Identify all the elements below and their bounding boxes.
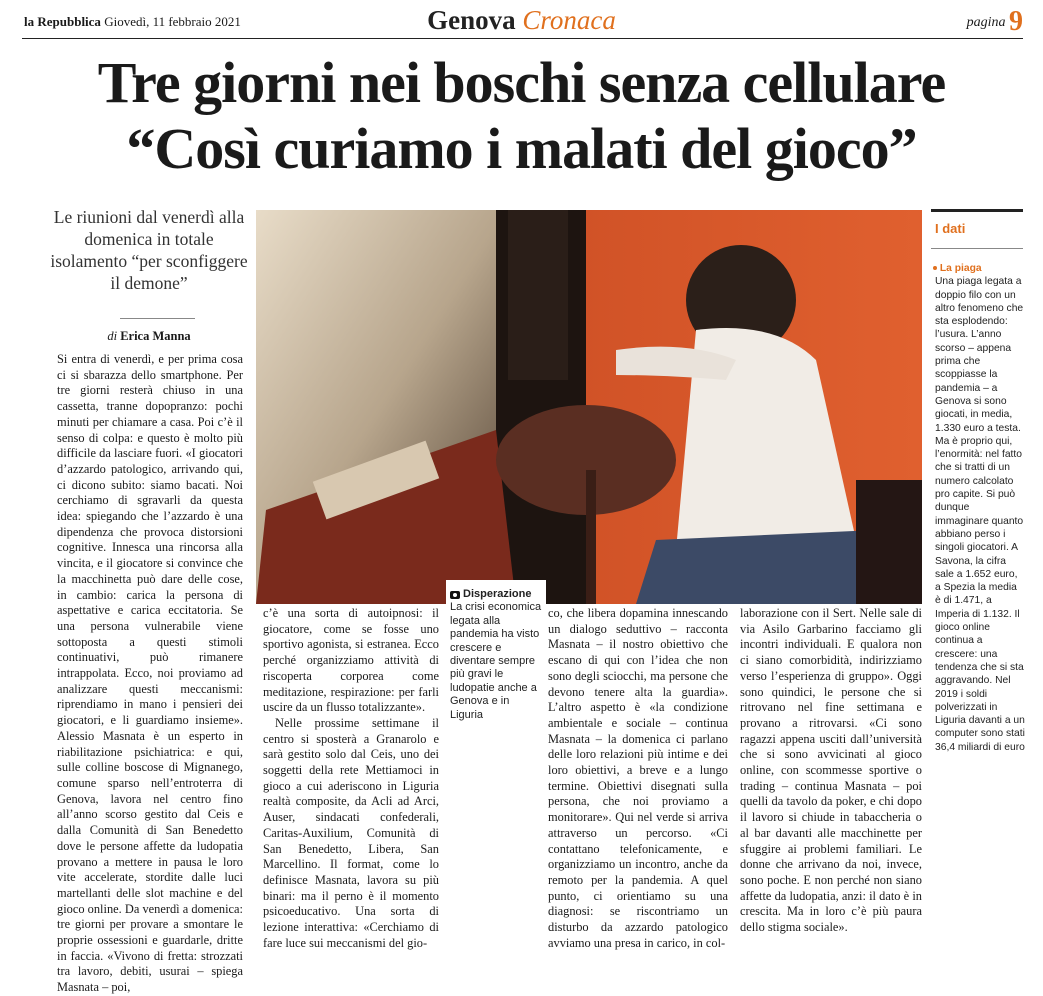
article-paragraph: c’è una sorta di autoipnosi: il giocatore, come se fosse uno sportivo agonista, si estranea. Ecco perché organizziamo attività di riscoperta corporea come meditazione, respirazione: per farli uscire da un flusso totalizzante».	[263, 606, 439, 715]
camera-icon	[450, 591, 460, 599]
sidebar-lead: La piaga	[939, 263, 982, 274]
bullet-icon	[933, 266, 937, 270]
article-paragraph: Nelle prossime settimane il centro si sposterà a Granarolo e sarà gestito solo dal Ceis, uno dei soggetti della rete Mettiamoci in gioco a cui aderiscono in Liguria realtà composite, da Acli ad Arci, Auser, sindacati confederali, Caritas-Auxilium, Comunità di San Benedetto, Libera, San Marcellino. Il format, come lo definisce Masnata, lavora su più binari: ma il perno è il momento psicoeducativo. Una sorta di lezione interattiva: «Cerchiamo di fare luce sui meccanismi del gio-	[263, 715, 439, 950]
header-rule	[22, 38, 1023, 39]
photo-caption	[446, 580, 546, 726]
byline-rule	[120, 318, 195, 319]
byline-author: Erica Manna	[120, 329, 191, 343]
page-number: 9	[1009, 6, 1023, 37]
caption-title	[450, 588, 542, 601]
article-column-2	[263, 606, 439, 951]
sidebar-text: Una piaga legata a doppio filo con un altro fenomeno che sta esplodendo: l’usura. L’anno scorso – appena prima che scoppiasse la pandemia – a Genova si sono giocati, in media, 1.330 euro a testa. Ma è proprio qui, l’enormità: nel fatto che si tratti di un numero calcolato pro capite. Si può dunque immaginare quanto abbiano perso i singoli giocatori. A Savona, la cifra sale a 1.652 euro, a Spezia la media è di 1.471, a Imperia di 1.132. Il gioco online continua a crescere: una tendenza che si sta aggravando. Nel 2019 i soldi polverizzati in Liguria davanti a un computer sono stati 36,4 miliardi di euro	[935, 276, 1025, 753]
section-name: Genova	[427, 5, 516, 35]
sidebar-top-rule	[931, 209, 1023, 212]
article-paragraph: laborazione con il Sert. Nelle sale di via Asilo Garbarino facciamo gli incontri individuali. E qualora non ci siano comorbidità, indirizziamo verso l’esperienza di gruppo». Oggi sono quindici, le persone che si ritrovano nel fine settimana e provano a ritrovarsi. «Ci sono ragazzi appena usciti dall’università che si sono avvicinati al gioco online, con scommesse sportive o trading – continua Masnata – poi quelli da tavolo da poker, e chi dopo il lavoro si chiude in tabaccheria o al bar davanti alle macchinette per sfuggire ai problemi familiari. Le donne che arrivano da noi, invece, sono poche. E non perché non siano affette da ludopatia, anzi: il dato è in crescita. Ma in loro c’è più paura dello stigma sociale».	[740, 606, 922, 935]
article-photo	[256, 210, 922, 604]
byline	[44, 329, 254, 344]
issue-date: Giovedì, 11 febbraio 2021	[104, 14, 241, 29]
casino-photo-icon	[256, 210, 922, 604]
subsection-name: Cronaca	[522, 5, 616, 35]
subheadline: Le riunioni dal venerdì alla domenica in totale isolamento “per sconfiggere il demone”	[50, 207, 248, 293]
headline	[20, 50, 1023, 182]
article-column-1	[57, 352, 243, 996]
sidebar-box	[935, 262, 1025, 754]
article-column-4	[740, 606, 922, 936]
headline-line-1: Tre giorni nei boschi senza cellulare	[97, 50, 946, 115]
section-title	[0, 4, 1043, 36]
byline-prefix: di	[107, 329, 118, 343]
page-indicator	[967, 6, 1023, 38]
sidebar-rule	[931, 248, 1023, 249]
article-paragraph: Si entra di venerdì, e per prima cosa ci si sbarazza dello smartphone. Per tre giorni resterà chiuso in una cassetta, tranne dopopranzo: pochi minuti per chiamare a casa. Poi c’è il senso di colpa: e questo è molto più difficile da lasciare fuori. «I giocatori d’azzardo patologico, arrivando qui, ci dicono subito: siamo bacati. Noi cerchiamo di sgravarli da questa idea: spiegando che l’azzardo è una dipendenza che provoca distorsioni cognitive. Innesca una rincorsa alla vincita, e il giocatore si convince che la macchinetta può dare delle cose, in cambio: carica la persona di aspettative e carica eccitatoria. Se una persona vulnerabile viene sottoposta a questi stimoli continuativi, può rimanere intrappolata. Ecco, noi proviamo ad analizzare questi meccanismi: riprendiamo in mano i pensieri dei giocatori, e li guardiamo insieme». Alessio Masnata è un esperto in riabilitazione psichiatrica: e qui, sulle colline boscose di Mignanego, comune sparso nell’entroterra di Genova, lavora nel centro fino all’anno scorso gestito dal Ceis e dalla Comunità di San Benedetto dove le persone affette da ludopatia provano a mettere in pausa le loro vite accelerate, stordite dalle luci martellanti delle slot machine e del gioco online. Da venerdì a domenica: tre giorni per provare a smontare le proprie ossessioni e guardarle, dritte in faccia. «Vivono di fretta: strozzati tra lavoro, debiti, usurai – spiega Masnata – poi,	[57, 352, 243, 995]
caption-text: La crisi economica legata alla pandemia ha visto crescere e diventare sempre più gravi le ludopatie anche a Genova e in Liguria	[450, 601, 542, 721]
article-column-3	[548, 606, 728, 951]
article-paragraph: co, che libera dopamina innescando un dialogo seduttivo – racconta Masnata – il nostro obiettivo che escano di qui con l’idea che non sono degli sciocchi, ma persone che devono tenere alta la guardia». L’altro aspetto è «la condizione ambientale e sociale – continua Masnata – la domenica ci parlano delle loro relazioni più intime e dei loro obiettivi, a breve e a lungo termine. Obiettivi disegnati sulla persona, che noi proviamo a monitorare». Qui nel verde si arriva attraverso un percorso. «Ci contattano telefonicamente, e organizziamo un incontro, anche da remoto per la pandemia. A quel punto, ci orientiamo su una diagnosi: se riscontriamo un disturbo da azzardo patologico avviamo una presa in carico, in col-	[548, 606, 728, 950]
sidebar-title: I dati	[935, 221, 966, 236]
headline-line-2: “Così curiamo i malati del gioco”	[126, 116, 917, 181]
newspaper-brand: la Repubblica	[24, 14, 101, 29]
page-label: pagina	[966, 15, 1006, 30]
caption-title-text: Disperazione	[463, 588, 532, 600]
